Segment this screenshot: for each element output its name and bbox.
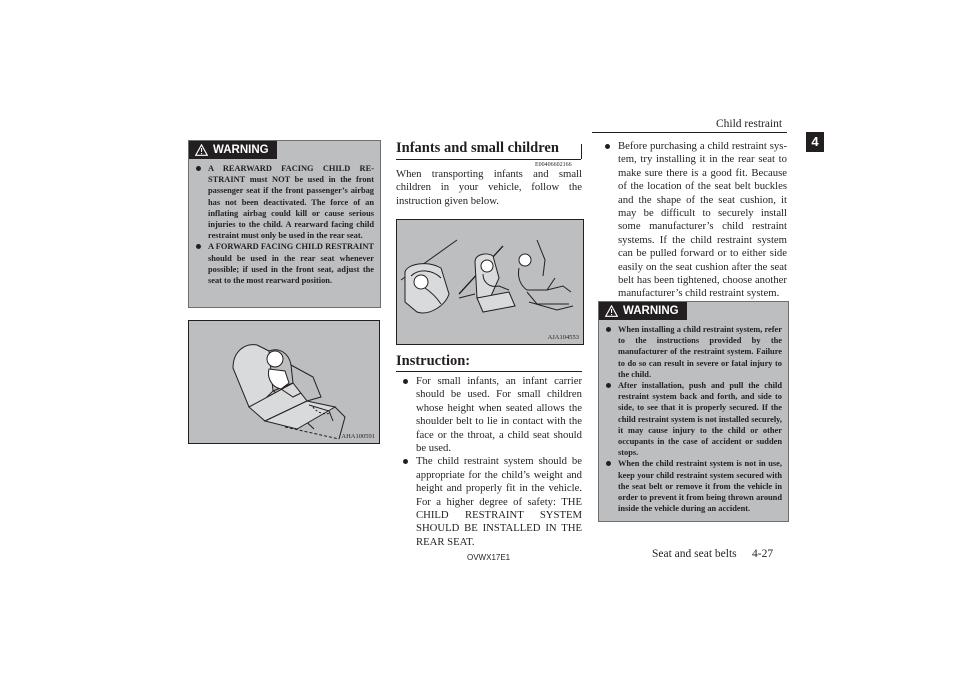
warning-item: A REARWARD FACING CHILD RESTRAINT must NOT be used in the front passenger seat if the front passenger’s airbag has not been deactivated. The force of an inflating airbag could kill or cause serious injuries to the child. A rearward facing child restraint must only be used in the rear seat.: [195, 163, 374, 241]
bullet-icon: [606, 327, 611, 332]
warning-header: [599, 302, 788, 320]
heading-rule: [396, 159, 581, 160]
warning-box-right: [598, 301, 789, 522]
figure-infant-carrier-child-seat: [396, 219, 584, 345]
section-heading: Infants and small children: [396, 140, 559, 156]
warning-item: When installing a child restraint system, refer to the instructions provided by the manufacturer of the restraint system. Failure to do so can result in severe or fatal injury to the child.: [605, 324, 782, 380]
warning-label: WARNING: [189, 141, 277, 159]
footer-section-title: Seat and seat belts: [652, 548, 737, 560]
warning-item: After installation, push and pull the child restraint system back and forth, and side to side, to see that it is properly secured. If the child restraint system is not installed securely, it may cause injury to the child or other occupants in the case of accident or sudden stops.: [605, 380, 782, 458]
infant-carrier-illustration: [397, 220, 583, 344]
bullet-icon: [606, 383, 611, 388]
instruction-heading: Instruction:: [396, 353, 471, 369]
warning-triangle-icon: [605, 305, 618, 317]
footer-doc-code: OVWX17E1: [467, 553, 511, 562]
figure-id: AJA104553: [547, 334, 579, 341]
bullet-icon: [403, 459, 408, 464]
heading-tick: [581, 144, 582, 159]
instruction-item: The child restraint system should be appropriate for the child’s weight and height and properly fit in the vehicle. For a higher degree of safety: THE CHILD RESTRAINT SYSTEM SHOULD BE INSTALLED IN THE REAR SEAT.: [402, 455, 582, 549]
bullet-icon: [605, 144, 610, 149]
instruction-list: [402, 375, 582, 549]
child-seat-illustration: [189, 321, 379, 443]
header-rule: [592, 132, 787, 133]
footer-page-number: 4-27: [752, 548, 774, 560]
bullet-icon: [606, 461, 611, 466]
figure-id: AHA100591: [341, 433, 375, 440]
purchase-advice-list: [604, 140, 787, 301]
instruction-item: For small infants, an infant carrier should be used. For small children whose height when seated allows the shoulder belt to lie in contact with the face or the throat, a child seat should be used.: [402, 375, 582, 455]
warning-box-left: [188, 140, 381, 308]
heading-rule: [396, 371, 582, 372]
warning-triangle-icon: [195, 144, 208, 156]
bullet-icon: [196, 166, 201, 171]
intro-paragraph: When transporting infants and small children in your vehicle, follow the instruction given below.: [396, 168, 582, 207]
advice-item: Before purchasing a child restraint system, try installing it in the rear seat to make sure there is a good fit. Because of the location of the seat belt buckles and the shape of the seat cushion, it may be difficult to securely install some manufacturer’s child restraint systems. If the child restraint system can be pulled forward or to either side easily on the seat cushion after the seat belt has been tightened, choose another manufacturer’s child restraint system.: [604, 140, 787, 301]
warning-item: When the child restraint system is not in use, keep your child restraint system secured with the seat belt or remove it from the vehicle in order to prevent it from being thrown around inside the vehicle during an accident.: [605, 458, 782, 514]
bullet-icon: [403, 379, 408, 384]
running-header-title: Child restraint: [716, 118, 783, 130]
warning-label: WARNING: [599, 302, 687, 320]
section-code: E00406602166: [535, 162, 572, 168]
figure-rearward-child-seat: [188, 320, 380, 444]
warning-item: A FORWARD FACING CHILD RESTRAINT should be used in the rear seat whenever possible; if used in the front seat, adjust the seat to the most rearward position.: [195, 241, 374, 286]
warning-header: [189, 141, 380, 159]
bullet-icon: [196, 244, 201, 249]
chapter-tab: 4: [806, 132, 824, 152]
